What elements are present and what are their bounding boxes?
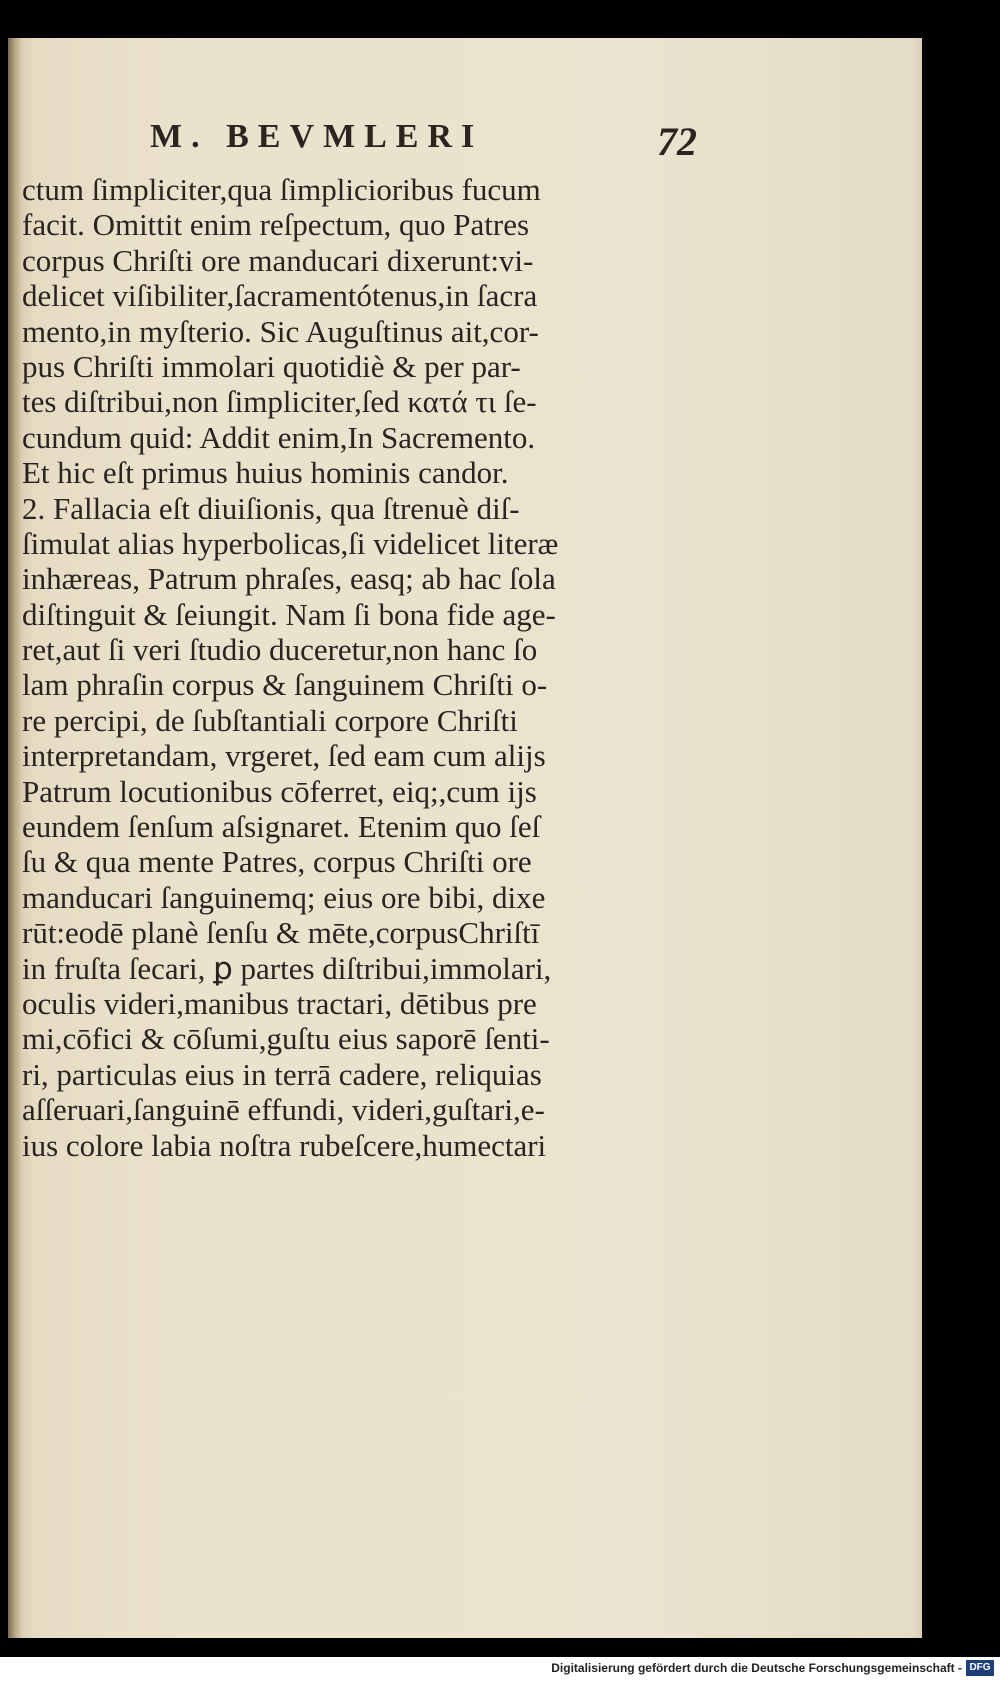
text-line: pus Chriſti immolari quotidiè & per par- xyxy=(22,348,521,384)
text-line: cundum quid: Addit enim,In Sacremento. xyxy=(22,419,536,455)
text-line: corpus Chriſti ore manducari dixerunt:vi- xyxy=(22,242,534,278)
text-line: in fruſta ſecari, ꝑ partes diſtribui,immolari, xyxy=(22,950,552,986)
text-line: re percipi, de ſubſtantiali corpore Chriſti xyxy=(22,702,518,738)
dfg-logo: DFG xyxy=(966,1660,994,1676)
running-head: M. BEVMLERI xyxy=(150,118,484,155)
body-text xyxy=(22,172,682,1163)
text-line: facit. Omittit enim reſpectum, quo Patres xyxy=(22,207,530,243)
text-line: diſtinguit & ſeiungit. Nam ſi bona fide age- xyxy=(22,596,556,632)
text-line: aſſeruari,ſanguinē effundi, videri,guſtari,e- xyxy=(22,1092,545,1128)
text-line: Et hic eſt primus huius hominis candor. xyxy=(22,455,509,491)
text-line: ri, particulas eius in terrā cadere, reliquias xyxy=(22,1056,542,1092)
text-line: lam phraſin corpus & ſanguinem Chriſti o- xyxy=(22,667,548,703)
text-line: rūt:eodē planè ſenſu & mēte,corpusChriſtī xyxy=(22,915,540,951)
text-line: inhæreas, Patrum phraſes, easq; ab hac ſola xyxy=(22,561,556,597)
page-gutter-shadow xyxy=(8,38,22,1638)
funding-credit: Digitalisierung gefördert durch die Deutsche Forschungsgemeinschaft - xyxy=(551,1661,962,1675)
text-line: oculis videri,manibus tractari, dētibus pre xyxy=(22,985,537,1021)
text-line: ius colore labia noſtra rubeſcere,humectari xyxy=(22,1127,547,1163)
text-line: ſimulat alias hyperbolicas,ſi videlicet literæ xyxy=(22,525,559,561)
text-line: mento,in myſterio. Sic Auguſtinus ait,cor- xyxy=(22,313,539,349)
text-line: ret,aut ſi veri ſtudio duceretur,non hanc ſo xyxy=(22,632,538,668)
text-line: Patrum locutionibus cōferret, eiq;,cum ijs xyxy=(22,773,537,809)
text-line: mi,cōfici & cōſumi,guſtu eius saporē ſenti- xyxy=(22,1021,550,1057)
text-line: eundem ſenſum aſsignaret. Etenim quo ſeſ xyxy=(22,809,541,845)
text-line: tes diſtribui,non ſimpliciter,ſed κατά τι ſe- xyxy=(22,384,537,420)
footer-bar xyxy=(0,1657,1000,1681)
text-line: 2. Fallacia eſt diuiſionis, qua ſtrenuè diſ- xyxy=(22,490,520,526)
text-line: ſu & qua mente Patres, corpus Chriſti ore xyxy=(22,844,532,880)
text-line: ctum ſimpliciter,qua ſimplicioribus fucum xyxy=(22,172,541,207)
text-line: interpretandam, vrgeret, ſed eam cum alijs xyxy=(22,738,546,774)
text-line: manducari ſanguinemq; eius ore bibi, dixe xyxy=(22,879,546,915)
page-outer-edge xyxy=(914,38,922,1638)
text-line: delicet viſibiliter,ſacramentótenus,in ſacra xyxy=(22,278,538,314)
folio-number: 72 xyxy=(657,119,697,164)
